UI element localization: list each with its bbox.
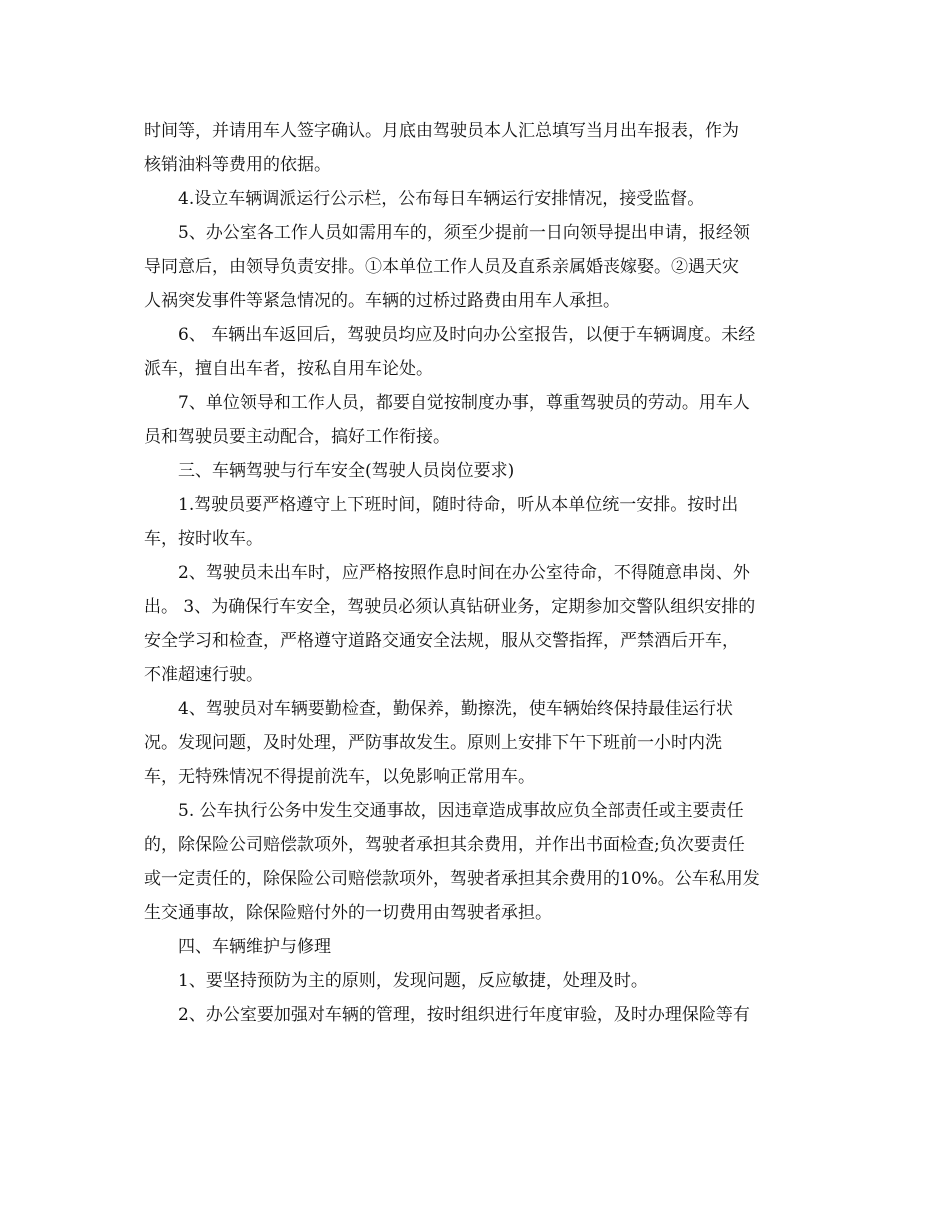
text-line: 派车，擅自出车者，按私自用车论处。 — [144, 359, 433, 379]
document-body — [144, 114, 809, 1032]
text-line: 况。发现问题，及时处理，严防事故发生。原则上安排下午下班前一小时内洗 — [144, 733, 722, 753]
text-line: 的，除保险公司赔偿款项外，驾驶者承担其余费用，并作出书面检查;负次要责任 — [144, 835, 745, 855]
text-line: 7、单位领导和工作人员，都要自觉按制度办事，尊重驾驶员的劳动。用车人 — [178, 393, 750, 413]
text-line: 5、办公室各工作人员如需用车的，须至少提前一日向领导提出申请，报经领 — [178, 223, 750, 243]
text-line: 出。 3、为确保行车安全，驾驶员必须认真钻研业务，定期参加交警队组织安排的 — [144, 597, 756, 617]
section-heading: 三、车辆驾驶与行车安全(驾驶人员岗位要求) — [178, 461, 515, 481]
text-line: 车，无特殊情况不得提前洗车，以免影响正常用车。 — [144, 767, 535, 787]
text-line: 或一定责任的，除保险公司赔偿款项外，驾驶者承担其余费用的10%。公车私用发 — [144, 869, 760, 889]
text-line: 车，按时收车。 — [144, 529, 263, 549]
text-line: 5. 公车执行公务中发生交通事故，因违章造成事故应负全部责任或主要责任 — [178, 801, 744, 821]
text-line: 1.驾驶员要严格遵守上下班时间，随时待命，听从本单位统一安排。按时出 — [178, 495, 739, 515]
text-line: 员和驾驶员要主动配合，搞好工作衔接。 — [144, 427, 450, 447]
text-line: 2、办公室要加强对车辆的管理，按时组织进行年度审验，及时办理保险等有 — [178, 1005, 750, 1025]
text-line: 安全学习和检查，严格遵守道路交通安全法规，服从交警指挥，严禁酒后开车， — [144, 631, 739, 651]
text-line: 4、驾驶员对车辆要勤检查，勤保养，勤擦洗，使车辆始终保持最佳运行状 — [178, 699, 733, 719]
text-line: 导同意后，由领导负责安排。①本单位工作人员及直系亲属婚丧嫁娶。②遇天灾 — [144, 257, 739, 277]
text-line: 人祸突发事件等紧急情况的。车辆的过桥过路费由用车人承担。 — [144, 291, 620, 311]
text-line: 1、要坚持预防为主的原则，发现问题，反应敏捷，处理及时。 — [178, 971, 648, 991]
text-line: 时间等，并请用车人签字确认。月底由驾驶员本人汇总填写当月出车报表，作为 — [144, 121, 739, 141]
text-line: 2、驾驶员未出车时，应严格按照作息时间在办公室待命，不得随意串岗、外 — [178, 563, 750, 583]
text-line: 4.设立车辆调派运行公示栏，公布每日车辆运行安排情况，接受监督。 — [178, 189, 705, 209]
text-line: 不准超速行驶。 — [144, 665, 263, 685]
text-line: 生交通事故，除保险赔付外的一切费用由驾驶者承担。 — [144, 903, 552, 923]
text-line: 6、 车辆出车返回后，驾驶员均应及时向办公室报告，以便于车辆调度。未经 — [178, 325, 756, 345]
section-heading: 四、车辆维护与修理 — [178, 937, 331, 957]
text-line: 核销油料等费用的依据。 — [144, 155, 331, 175]
